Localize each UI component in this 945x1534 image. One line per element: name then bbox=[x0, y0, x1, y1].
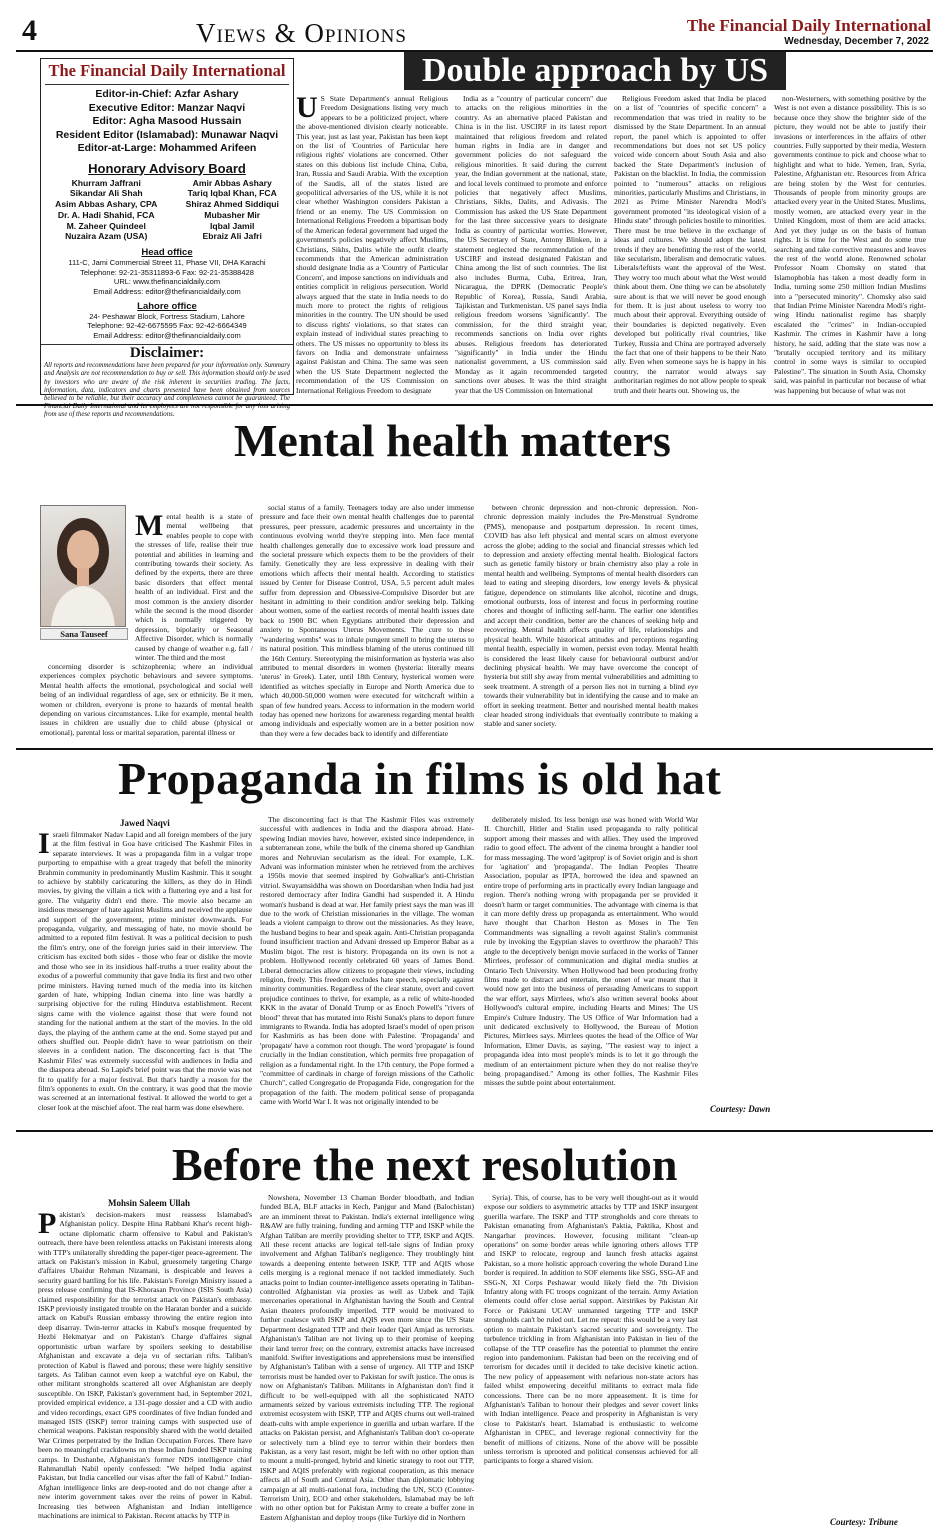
board-member: Shiraz Ahmed Siddiqui bbox=[185, 199, 279, 210]
drop-cap: I bbox=[38, 830, 50, 860]
page-number: 4 bbox=[22, 14, 37, 47]
board-member: Asim Abbas Ashary, CPA bbox=[55, 199, 158, 210]
article-credit: Courtesy: Tribune bbox=[830, 1517, 898, 1527]
section-rule bbox=[16, 1130, 933, 1132]
article-paragraph: between chronic depression and non-chronic depression. Non-chronic depression mainly includes the Pre-Menstrual Syndrome (PMS), menopause and postpartum depression. In recent times, COVID has also left physical and mental scars on almost everyone across the globe; adding to the social and financial stresses which led to depression and anxiety effecting mental health. Biological factors such as genetic family history or brain chemistry also play a role in mental health and wellbeing. Symptoms of mental health disorders can lead to eating and sleeping disorders, low energy levels & physical fatigue, dependence on stimulants like alcohol, nicotine and drugs, emotional outbursts, loss of interest and focus in performing routine chores and thought of inflicting self-harm. The earlier one identifies and accept their condition, better are the chances of seeking help and recovering. Mental health affects quality of life, relationships and physical health. While historical attitudes and perceptions regarding mental health, especially in women, persist even today. Mental health is considered the least likely cause for behavioural outburst and/or declining physical health. We may have overcome the concept of hysteria but still shy away from mental vulnerabilities and admitting to seek treatment. A strength of a person lies not in turning a blind eye towards their vulnerability but in identifying the cause and to make an effort in seeking treatment. Better and nourished mental health makes clear headed strong individuals that eventually contribute to making a stable and saner society. bbox=[484, 503, 698, 729]
head-office-address: 111-C, Jami Commercial Street 11, Phase VII, DHA Karachi bbox=[68, 258, 266, 268]
head-office-phone: Telephone: 92-21-35311893-6 Fax: 92-21-35388428 bbox=[80, 267, 254, 277]
board-member: M. Zaheer Quindeel bbox=[66, 220, 146, 231]
head-office-url: URL: www.thefinancialdaily.com bbox=[113, 277, 221, 287]
article-paragraph: social status of a family. Teenagers today are also under immense pressure and face their own mental health challenges due to parental pressures, peer pressure, academic pressures and uncertainty in the continuous evolving world they're stepping into. Men face mental health challenges generally due to excessive work load pressure and the societal pressure which expects them to be the providers of their family. Genetically they are less expressive in dealing with their emotions which affects their mental health. According to statistics issued by Center for Disease Control, USA, 5.5 percent adult males suffer from depression and Obsessive-Compulsive Disorder but are hesitant in admitting to their condition and/or seeking help. Talking about women, some of the earliest records of mental health issues date back to 1900 BC when Egyptians attributed their depression and anxiety to Spontaneous Uterus Movements. The cure to these "wandering wombs" was to inhale pungent smell to bring the uterus to its natural position. This mindless blaming of the uterus continued till the 16th Century. Stereotyping the misinformation as hysteria was also attributed to mental disorders in women (hysteria: literally means 'uterus' in Greek). Later, until 18th Century, hysterical women were identified as witches specially in Europe and North America due to which 40,000-50,000 women were executed for witchcraft within a span of few hundred years. Access to information in the modern world today has opened new horizons for awareness regarding mental health among individuals and especially women are in a better position now than they were a few decades back to identify and differentiate bbox=[260, 503, 474, 738]
article-paragraph: deliberately misled. Its less benign use was honed with World War II. Churchill, Hitler and Stalin used propaganda to rally political support among their masses and with allies. They used the improved radio to good effect. The advent of the cinema brought a handier tool for mass messaging. The word 'agitprop' is of Soviet origin and is short for 'agitation' and 'propaganda'. The Indian Peoples Theatre Association, popular as IPTA, borrowed the idea and spawned an entire trope of performing arts in practically every Indian language and region. There's nothing wrong with propaganda per se provided it doesn't harm or target communities. The advantage with cinema is that it can more deftly dress up propaganda as entertainment. Who would have thought that Charlton Heston as Moses in The Ten Commandments was signalling a revolt against Stalin's communist rule by invoking the Egyptian slaves to overthrow the pharaoh? This angle to the deceptively benign movie surfaced in the works of Tanner Mirrlees, professor of communication and digital media studies at Ontario Tech University. When Hollywood had been producing frothy films made to distract and entertain, the onset of war meant that it would now get into the business of persuading Americans to support the war effort, says Mirrlees, who's also written several books about Hollywood's cultural empire, including Hearts and Mines: The US Empire's Culture Industry. The US Office of War Information had a unit dedicated exclusively to Hollywood, the Bureau of Motion Pictures, Mirrlees says. Mirrlees quotes the head of the Office of War Information, Elmer Davis, as saying, "The easiest way to inject a propaganda idea into most people's minds is to let it go through the medium of an entertainment picture when they do not realise they're being propagandised." Among its other follies, The Kashmir Files misses the subtle point about entertainment. bbox=[484, 815, 698, 1088]
section-rule bbox=[16, 748, 933, 750]
advisory-board-title: Honorary Advisory Board bbox=[88, 160, 246, 176]
article-column bbox=[260, 815, 474, 1114]
section-rule bbox=[16, 404, 933, 406]
editor-line: Editor: Agha Masood Hussain bbox=[92, 115, 242, 127]
article-paragraph: India as a "country of particular concern" due to attacks on the religious minorities in the country. As an alternative placed Pakistan and China is in the list. USCIRF in its latest report maintained that religious freedom and related human rights in India are in danger and government policies do not safeguard the religious minorities. It said during the current year, the Indian government at the national, state, and local levels continued to promote and enforce policies that negatively affect Muslims, Christians, Sikhs, Dalits, and Adivasis. The Commission has asked the US State Department for the last three successive years to designate India as country of particular worries. However, the US Secretary of State, Antony Blinken, in a statement neglected the recommendation of the USCIRF and instead designated Pakistan and China among the list of such countries. The list also includes Burma, Cuba, Eritrea, Iran, Nicaragua, the DPRK (Democratic People's Republic of Korea), Russia, Saudi Arabia, Tajikistan and Turkmenistan. US panel says India religious freedom worsens 'significantly'. The commission, for the third straight year, recommends sanctions on India over rights abuses. Religious freedom has deteriorated "significantly" in India under the Hindu nationalist government, a US commission said Monday as it again recommended targeted sanctions over abuses. It was the third straight year that the US Commission on International bbox=[455, 94, 607, 395]
head-office-title: Head office bbox=[141, 247, 193, 259]
board-member: Sikandar Ali Shah bbox=[69, 188, 143, 199]
article-paragraph: The disconcerting fact is that The Kashmir Files was extremely successful with audiences in India and the diaspora abroad. Hate-spewing Indian movies have, however, existed since independence, in a subterranean zone, while the bulk of the cinema shored up Gandhian mores and Nehruvian secularism as the ideal. For example, L.K. Advani was information minister when he retrieved from the archives a 1950s movie that seemed inspired by Golwalkar's anti-Christian vitriol. Swayamsiddha was shown on Doordarshan when India had just restored democracy after Indira Gandhi had suspended it. A Hindu woman's husband is dead at war. Her family priest says the man was ill due to the work of Christian missionaries in the village. The woman leads a violent campaign to throw out the missionaries. As they leave, the husband begins to hear and speak again. Anti-Christian propaganda found insufficient traction and Advani dressed up Emperor Babar as a Muslim bigot. The rest is history. Propaganda on its own is not a problem. Hollywood recently celebrated 60 years of James Bond. Liberal democracies allow citizens to propagate their views, including religion, freely. This freedom excludes hate speech, especially against minority communities. Regardless of the clear statute, overt and covert prejudice continues to thrive, for example, as a relic of white-hooded KKK in the avatar of Donald Trump or as Enoch Powell's "rivers of blood" threat that has mutated into Rishi Sunak's plans to deport future immigrants to Rwanda. India has adopted Israel's model of open prison for Kashmiris as has been done with Palestine. 'Propaganda' and 'propagate' have a common root though. The word 'propagate' is found crucially in the Indian constitution, which permits free propagation of religion as a fundamental right. In the 17th century, the Pope formed a "committee of cardinals in charge of foreign missions of the Catholic Church", called Congregatio de Propaganda Fide, congregation for the propagation of the faith. The modern political sense of propaganda came with World War I. It was not originally intended to be bbox=[260, 815, 474, 1107]
article-column bbox=[614, 94, 766, 396]
article-paragraph: Religious Freedom asked that India be placed on a list of "countries of specific concern" a recommendation that was tried in reality to be dismissed by the State Department. In an annual report, the panel which is appointed to offer recommendations but does not set US policy voiced wide concern about South Asia and also backed the State Department's inclusion of Pakistan on the blacklist. In India, the commission pointed to "numerous" attacks on religious minorities, particularly Muslims and Christians, in 2021 as Prime Minister Narendra Modi's government promoted "its ideological vision of a Hindu state" through policies hostile to minorities. There must be true believe in the exchange of ideas and cultures. We should adopt the latest trends if they are benefitting the rest of the world, like secularism, liberalism and democratic values. Liberals/leftists want the approval of the West. They worry too much about what the West would think about them. One thing we can be absolutely sure about is that we will never be good enough for them. It is just about useless to worry too much about their approval. Everything outside of their boundaries is depicted negatively. Even developed but politically rival countries, like Turkey, Russia and China are portrayed adversely the fact that one of their happens to be their Nato ally. Even when someone says he is happy in his country, the narrator would always say authoritarian regimes do not allow people to speak truth and their hearts out. Showing us, the bbox=[614, 94, 766, 395]
author-photo bbox=[40, 505, 126, 627]
editor-line: Editor-at-Large: Mohammed Arifeen bbox=[77, 142, 257, 154]
article-paragraph: non-Westerners, with something positive by the West is not even a distance possibility. This is so because once they show the brighter side of the picture, they would not be able to justify their invasions or interferences in the affairs of other countries. Fully supported by their media, Western governments continue to pick and choose what to highlight and what to hide. Yemen, Iran, Syria, Palestine, Afghanistan etc. Resources from Africa are being stolen by the West for centuries. Thousands of people from minority groups are attacked every year in the United States. Muslims, mostly women, are attacked every year in the United Kingdom, most of them are acid attacks. And yet they judge us on the basis of human rights. It is time for the West and do some true searching and take corrective measures and leaves the rest of the world alone. Renowned scholar Professor Noam Chomsky on stated that Islamophobia has taken a most deadly form in India, turning some 250 million Indian Muslims into a "persecuted minority". Chomsky also said that Indian Prime Minister Narendra Modi's right-wing Hindu nationalist regime has sharply escalated the "crimes" in Indian-occupied Kashmir. The crimes in Kashmir have a long history, he said, adding that the state was now a "brutally occupied territory and its military control in some ways is similar to occupied Palestine". The situation in South Asia, Chomsky said, was painful in particular not because of what was happening but because of what was not bbox=[774, 94, 926, 395]
board-member: Mubasher Mir bbox=[204, 209, 261, 220]
article-column bbox=[484, 1193, 698, 1528]
byline: Mohsin Saleem Ullah bbox=[108, 1198, 191, 1208]
masthead: The Financial Daily International bbox=[686, 16, 931, 35]
board-member: Tariq Iqbal Khan, FCA bbox=[187, 188, 277, 199]
board-member: Dr. A. Hadi Shahid, FCA bbox=[57, 209, 155, 220]
article-column bbox=[484, 503, 698, 744]
article-column bbox=[38, 830, 252, 1114]
head-office-email: Email Address: editor@thefinancialdaily.com bbox=[93, 286, 241, 296]
lahore-address: 24- Peshawar Block, Fortress Stadium, Lahore bbox=[89, 311, 245, 321]
article-column bbox=[710, 815, 924, 1103]
article-column bbox=[710, 503, 924, 744]
article-headline: Before the next resolution bbox=[172, 1139, 678, 1190]
editor-line: Executive Editor: Manzar Naqvi bbox=[88, 101, 246, 114]
article-column bbox=[38, 1210, 252, 1528]
drop-cap: P bbox=[38, 1210, 57, 1240]
board-member: Iqbal Jamil bbox=[210, 220, 255, 231]
lahore-phone: Telephone: 92-42-6675595 Fax: 92-42-6664349 bbox=[87, 321, 247, 331]
disclaimer-text: All reports and recommendations have been prepared for your information only. Summary and Analysis are not recommendation to buy or sell. This information should only be used by investors who are aware of the risk inherent in securities trading. The facts, information, data, indicators and charts presented have been obtained from sources believed to be reliable, but their accuracy and completeness cannot be guaranteed. The Financial Daily International and its employees are not responsible for any loss arising from use of these reports and recommendations. bbox=[44, 362, 290, 419]
article-headline: Propaganda in films is old hat bbox=[118, 753, 722, 804]
editorial-box bbox=[40, 58, 294, 419]
article-paragraph: Syria). This, of course, has to be very well thought-out as it would expose our soldiers to asymmetric attacks by TTP and ISKP insurgent guerilla warfare. The ISKP and TTP strongholds and core threats to Pakistan emanating from Afghanistan's Paktia, Paktika, Khost and Nangarhar provinces. However, focusing militant "clean-up operations" on some border areas while ignoring others allows TTP and ISKP to relocate, regroup and launch fresh attacks against Pakistan, so a more holistic approach covering the whole Durand Line border is required. In addition to SOF elements like SSG, SSG-AF and SSG-N, XI Corps Peshawar would likely field the 7th Division Infantry along with FC troops cognizant of the terrain. Army Aviation elements could offer close aerial support. Airstrikes by Pakistan Air Force or Pakistani UCAV unmanned targeting TTP and ISKP strongholds can't be ruled out. Let me repeat: this would be a very last option to maintain Pakistan's sacred security and sovereignty. The turbulence trickling in from Afghanistan into Pakistan in lieu of the collapse of the TTP ceasefire has the potential to plummet the entire region into pandemonium. Pakistan had been on the receiving end of terrorism for decades until it decided to take decisive kinetic action. The new policy of appeasement with nefarious non-state actors has failed whilst empowering deceitful militants to extract mala fide concessions. There can be no more appeasement. It is time for Afghanistan's Taliban to honour their pledges and sever covert links with Indian intelligence. Peace and prosperity in Afghanistan is very close to Pakistan's heart. Islamabad is enthusiastic to welcome Afghanistan in CPEC, and leverage regional connectivity for the benefit of millions of citizens. None of the above will be possible unless terrorism is uprooted and political consensus achieved for all participants to forge a shared vision. bbox=[484, 1193, 698, 1466]
sidebar-masthead: The Financial Daily International bbox=[45, 61, 289, 85]
article-headline: Mental health matters bbox=[234, 415, 671, 466]
portrait-image bbox=[41, 506, 125, 626]
editor-line: Editor-in-Chief: Azfar Ashary bbox=[95, 88, 239, 100]
issue-date: Wednesday, December 7, 2022 bbox=[784, 36, 929, 47]
article-column bbox=[260, 1193, 474, 1528]
lahore-office-title: Lahore office bbox=[137, 300, 197, 312]
article-column bbox=[260, 503, 474, 744]
board-member: Amir Abbas Ashary bbox=[192, 177, 272, 188]
advisory-board-list bbox=[41, 178, 293, 243]
article-paragraph: Pakistan's decision-makers must reassess Islamabad's Afghanistan policy. Despite Hina Rabbani Khar's recent high-octane diplomatic charm offensive to Kabul and Pakistan's outreach, there have been relentless attacks on Pakistani interests along with TTP's unilaterally shredding the paper-tiger peace-agreement. The attack on Pakistan's mission in Kabul, gruesomely targeting Charge d'affaires Ubaidur Rehman Nizamani, is despicable and leaves a security guard battling for his life. Pakistan's Foreign Ministry issued a press release confirming that IS-Khorasan Province (ISIS South Asia) claimed responsibility for the terrorist attack on Pakistan's embassy. ISKP previously instigated trouble on the Haratan border and a suicide attack on Kabul's Russian embassy throwing the entire region into deep disarray. Twin-terror attacks in Kabul's mosque frequented by Hezbi Hekmatyar and on Pakistan's Charge d'affaires signal opportunistic urban warfare by spoilers seeking to destabilise Afghanistan and excavate a deja vu of sectarian rifts. Taliban's protection of Kabul is flawed and porous; these were highly sensitive targets. As Taliban cannot even keep a watchful eye on Kabul, the other militant strongholds scattered all over Afghanistan are deeply susceptible. On ISKP, Pakistan's government had, in September 2021, provided empirical evidence, a 131-page dossier and a CD with audio and video recordings, exact GPS coordinates of five Indian funded and managed ISIS (ISKP) terror training camps with suspected use of chemical weapons. Pakistan responsibly shared with the world detailed War Crimes perpetrated by the Indian Occupation Forces. There have been no meaningful crackdowns on these Indian funded ISKP training camps. In Dushanbe, Afghanistan's former NDS intelligence chief Rahmatullah Nabil openly confessed: "We helped India against Pakistan, but India cancelled our visas after the fall of Kabul." Indian-Afghan intelligence links are deep-rooted and do not change after a new interim government takes over the reins of power in Kabul. Increasing ties between Afghanistan and Indian intelligence machinations are inimical to Pakistan. Recent attacks by TTP in bbox=[38, 1210, 252, 1520]
disclaimer-title: Disclaimer: bbox=[41, 344, 293, 362]
lahore-email: Email Address: editor@thefinancialdaily.com bbox=[93, 330, 241, 340]
article-column bbox=[484, 815, 698, 1114]
article-paragraph: concerning disorder is schizophrenia; where an individual experiences complex psychotic behaviours and severe symptoms. Mental health affects the emotional, psychological and social well being of an individual regardless of age, sex or ethnicity. Be it men, women or children, everyone is prone to hazards of mental health depending on various circumstances. Like for example, mental health issues in children are usually due to child abuse (physical or emotional), parental loss or marital separation, parental illness or bbox=[40, 662, 253, 737]
article-column bbox=[455, 94, 607, 396]
section-title: Views & Opinions bbox=[196, 18, 407, 48]
byline: Jawed Naqvi bbox=[120, 818, 170, 828]
board-member: Ebraiz Ali Jafri bbox=[202, 231, 262, 242]
board-member: Nuzaira Azam (USA) bbox=[65, 231, 148, 242]
article-paragraph: Mental health is a state of mental wellbeing that enables people to cope with the stresses of life, realise their true potential and abilities in learning and contributing towards their society. As defined by the experts, there are three basic disorders that effect mental health of an individual. First and the most common is the anxiety disorder while the second is the mood disorder which is normally triggered by depression, bipolarity or Seasonal Affective Disorder, which is normally caused by change of weather e.g. fall / winter. The third and the most bbox=[135, 512, 253, 662]
article-column bbox=[296, 94, 448, 396]
board-member: Khurram Jaffrani bbox=[71, 177, 141, 188]
editor-line: Resident Editor (Islamabad): Munawar Naqvi bbox=[55, 128, 279, 141]
article-column bbox=[40, 662, 253, 744]
article-column bbox=[774, 94, 926, 396]
article-headline: Double approach by US bbox=[404, 52, 786, 90]
article-paragraph: U S State Department's annual Religious Freedom Designations listing very much appears to be a politicized project, where the above-mentioned division clearly noticeable. This year, just as last year, Pakistan has been kept on the list of 'Countries of Particular here religious rights' violations are concerned. Other states on this dubious list include China, Cuba, Iran, Russia and Saudi Arabia. With the exception of the Saudis, all of the states listed are geopolitical adversaries of the US, while it is not clear whether Washington considers Pakistan a friend or an enemy. The US Commission on International Religious Freedom a bipartisan body of the American federal government had urged the government's policies negatively affect Muslims, Christians, Sikhs, Dalits while the outfit clearly recommends that the American administration should designate India as a 'Country of Particular Concern', and impose sanctions on individuals and entities complicit in religious persecution. World always argued that the state in India needs to do much more to protect the rights of religious minorities in the country. The UN should be used to discuss rights' violations, so that states can explain instead of individual states preaching to others. The US misses no opportunity to bless its favors on India and demonstrate unfairness against Pakistan and China. The same was seen when the US State Department neglected the recommendation of the US Commission on International Religious Freedom to designate bbox=[296, 94, 448, 395]
author-name: Sana Tauseef bbox=[40, 628, 128, 640]
article-column bbox=[710, 1193, 924, 1515]
drop-cap: U bbox=[296, 94, 318, 124]
article-paragraph: Nowshera, November 13 Chaman Border bloodbath, and Indian funded BLA, BLF attacks in Kech, Panjgur and Mand (Balochistan) are an imminent threat to Pakistan. India's external intelligence wing R&AW are fully training, funding and arming TTP and ISKP while the Afghan Taliban are merrily providing shelter to TTP, ISKP and AQIS. All these recent attacks are logical tell-tale signs of Indian proxy involvement and Afghan Taliban's negligence. They troublingly hint towards a deepening entente between ISKP, TTP and AQIS whose cells merging is a regional menace if not tackled immediately. Such attacks point to Indian counter-intelligence assets operating in Taliban-controlled Afghanistan via proxies as well as Uzbek and Tajik mercenaries operational in Afghanistan having the South and Central Asian theaters profoundly imperiled. TTP would be motivated to further coalesce with ISKP and AQIS even more since the US State Department designated TTP and their leader Qari Amjad as terrorists. Afghanistan's Taliban are not living up to their promise of keeping their land terror free; on the contrary, extremist attacks have increased manifold. Swifter investigations and apprehensions must be intensified by Afghanistan's Taliban with a sense of urgency. All TTP and ISKP terrorists must be handed over to Pakistan for swift justice. The onus is now on Afghanistan's Taliban. Militants in Afghanistan don't find it difficult to be well-equipped with all the sophisticated NATO armaments seized by various extremists including TTP. The regional extremist ecosystem with ISKP, TTP and AQIS churns out well-trained death-cults with ample experience in guerilla and urban warfare. If the attacks on Pakistan persist, and Afghanistan's Taliban don't co-operate or selectively turn a blind eye to terror within their borders then Pakistan, as a very last resort, might be left with no other option than to mount a multi-pronged, hybrid and kinetic strategy to root out TTP, ISKP and AQIS preferably with regional cooperation, as this menace affects all of South and Central Asia. Other than diplomatic lobbying campaign at all multi-national fora, including the UN, SCO (Counter-Terrorism Unit), ECO and other stakeholders, Islamabad may be left with no other option but for Pakistan Army to create a buffer zone in Eastern Afghanistan and deploy troops (like Turkiye did in Northern bbox=[260, 1193, 474, 1522]
article-paragraph: Israeli filmmaker Nadav Lapid and all foreign members of the jury at the film festival in Goa have criticised The Kashmir Files in separate interviews. It was a propaganda film in a vulgar trope purporting to empathise with a great tragedy that befell the minority Brahmin community in predominantly Muslim Kashmir. This it sought to achieve by stabbily caricaturing the killers, as they do in Hindi movies, by giving the villain a tick with a fluttering eye and a lust for gore. The vulgarity didn't end there. The movie also became an insidious messenger of hate against Muslims and received the applause and support of the government, prime minister downwards. For propaganda, vulgarity, and messaging of hate, no movie should be admitted to a reputed film festival. It was a political decision to push the film's entry, one of the foreign juries said in their interview. The criticism has excited both sides - those who fear or dislike the movie and those who see in its insidious half-truths a truer reality about the exodus of a powerful community that gave India its first and two other prime ministers. Having turned much of the media into its kitchen garden of hate, whipping Indian cinema into line was hardly a surprising objective for the ruling Hindutva establishment. Recent signs came with the violence against those that were found not standing for the national anthem at the start of the movies. In the old days, the playing of the anthem came at the end. Some stayed put and others shuffled out. People didn't have to wear patriotism on their sleeves in a confident nation. The disconcerting fact is that 'The Kashmir Files' was extremely successful with audiences in India and the diaspora abroad. So Lapid's brief point was that the movie was not fit to qualify for a major festival. But that's hardly a reason for the film's opponents to exult. On the contrary, it was good that the movie was screened at an international festival. It allowed the world to get a closer look at the mischief afoot. The real harm was done elsewhere. bbox=[38, 830, 252, 1112]
article-credit: Courtesy: Dawn bbox=[710, 1104, 771, 1114]
drop-cap: M bbox=[135, 512, 164, 542]
article-column bbox=[135, 512, 253, 662]
